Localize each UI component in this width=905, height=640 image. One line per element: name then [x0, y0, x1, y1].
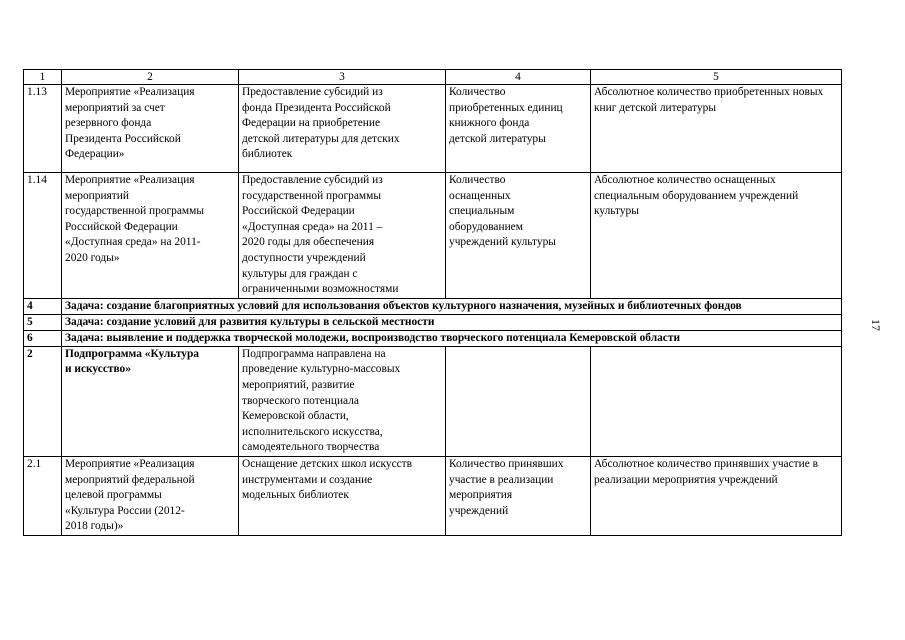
indicator-cell: Количество оснащенных специальным оборудованием учреждений культуры [446, 173, 591, 299]
description-cell: Оснащение детских школ искусств инструментами и создание модельных библиотек [239, 456, 446, 535]
table-row [24, 173, 842, 299]
header-cell: 5 [591, 70, 842, 85]
row-number: 2.1 [24, 456, 62, 535]
program-table [23, 69, 842, 536]
subprogram-title: Подпрограмма «Культура и искусство» [62, 346, 239, 456]
method-cell: Абсолютное количество оснащенных специальным оборудованием учреждений культуры [591, 173, 842, 299]
task-text: Задача: выявление и поддержка творческой молодежи, воспроизводство творческого потенциала Кемеровской области [62, 330, 842, 346]
method-cell [591, 346, 842, 456]
table-row [24, 85, 842, 173]
method-cell: Абсолютное количество принявших участие в реализации мероприятия учреждений [591, 456, 842, 535]
task-row [24, 298, 842, 314]
header-cell: 4 [446, 70, 591, 85]
task-number: 4 [24, 298, 62, 314]
task-text: Задача: создание благоприятных условий для использования объектов культурного назначения, музейных и библиотечных фондов [62, 298, 842, 314]
subprogram-description: Подпрограмма направлена на проведение культурно-массовых мероприятий, развитие творческого потенциала Кемеровской области, исполнительского искусства, самодеятельного творчества [239, 346, 446, 456]
task-text: Задача: создание условий для развития культуры в сельской местности [62, 314, 842, 330]
header-cell: 1 [24, 70, 62, 85]
task-number: 5 [24, 314, 62, 330]
table-row [24, 456, 842, 535]
task-number: 6 [24, 330, 62, 346]
indicator-cell: Количество принявших участие в реализации мероприятия учреждений [446, 456, 591, 535]
indicator-cell: Количество приобретенных единиц книжного фонда детской литературы [446, 85, 591, 173]
page-number: 17 [869, 319, 883, 331]
method-cell: Абсолютное количество приобретенных новых книг детской литературы [591, 85, 842, 173]
row-number: 1.14 [24, 173, 62, 299]
description-cell: Предоставление субсидий из государственной программы Российской Федерации «Доступная среда» на 2011 – 2020 годы для обеспечения доступности учреждений культуры для граждан с ограниченными возможностями [239, 173, 446, 299]
task-row [24, 314, 842, 330]
event-cell: Мероприятие «Реализация мероприятий за счет резервного фонда Президента Российской Федерации» [62, 85, 239, 173]
subprogram-number: 2 [24, 346, 62, 456]
header-cell: 2 [62, 70, 239, 85]
event-cell: Мероприятие «Реализация мероприятий государственной программы Российской Федерации «Доступная среда» на 2011- 2020 годы» [62, 173, 239, 299]
subprogram-row [24, 346, 842, 456]
description-cell: Предоставление субсидий из фонда Президента Российской Федерации на приобретение детской литературы для детских библиотек [239, 85, 446, 173]
header-cell: 3 [239, 70, 446, 85]
indicator-cell [446, 346, 591, 456]
header-row [24, 70, 842, 85]
row-number: 1.13 [24, 85, 62, 173]
task-row [24, 330, 842, 346]
event-cell: Мероприятие «Реализация мероприятий федеральной целевой программы «Культура России (2012- 2018 годы)» [62, 456, 239, 535]
